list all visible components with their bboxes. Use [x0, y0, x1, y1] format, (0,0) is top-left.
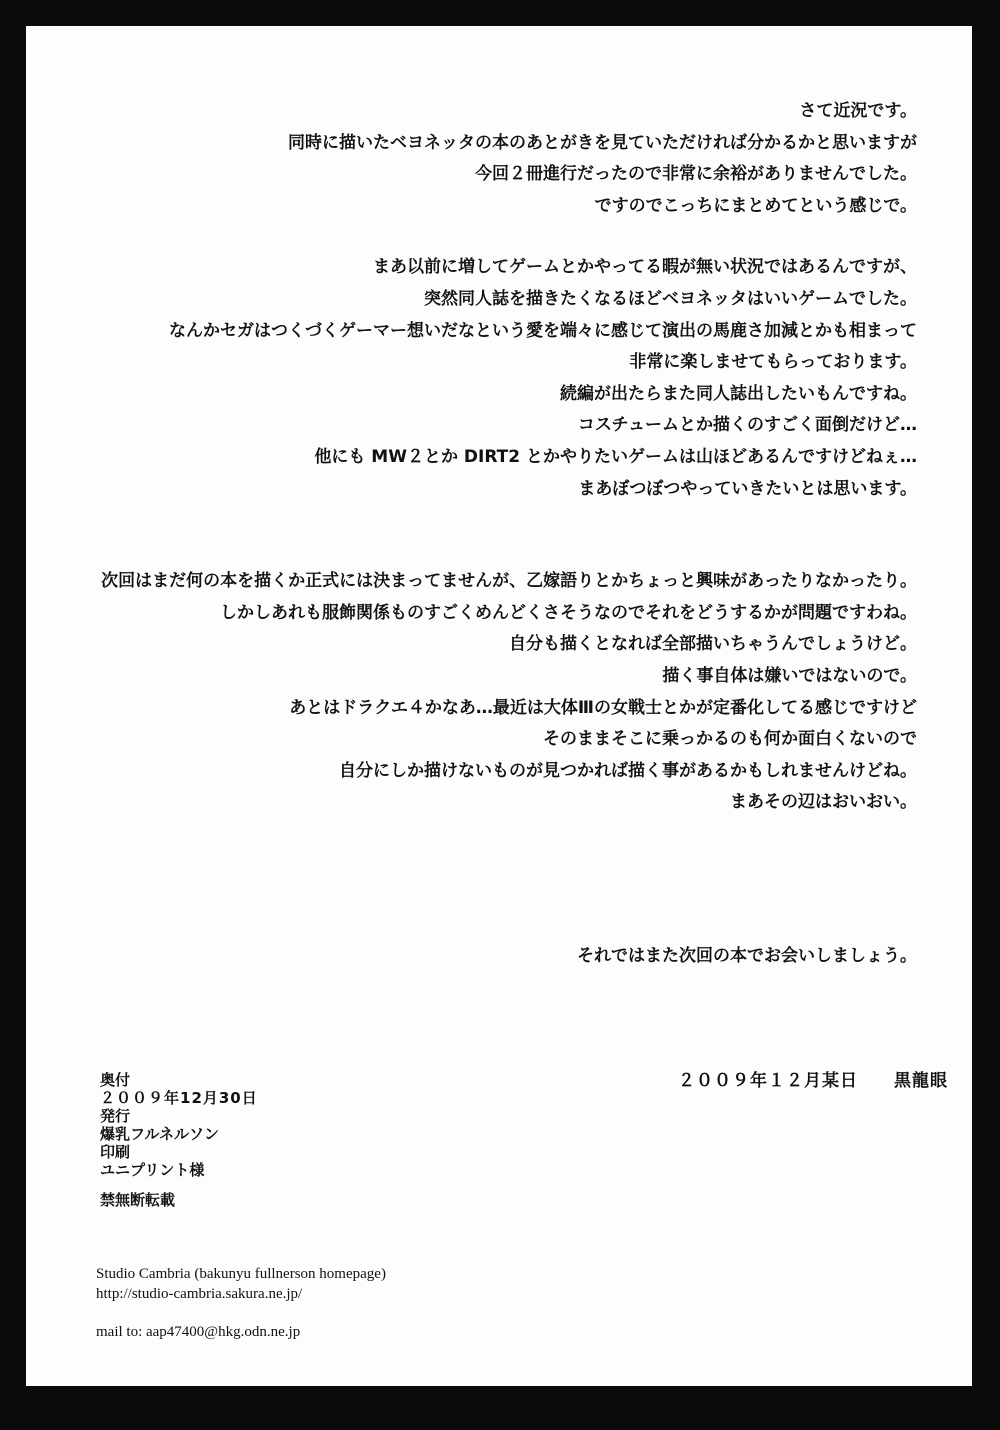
printer-label: 印刷	[100, 1143, 131, 1161]
paragraph-gap	[37, 222, 917, 252]
paragraph-gap	[37, 505, 917, 566]
text-line: 自分も描くとなれば全部描いちゃうんでしょうけど。	[509, 634, 917, 655]
signoff-date: ２００９年１２月某日	[678, 1071, 858, 1091]
signoff	[678, 1066, 948, 1091]
text-line: 自分にしか描けないものが見つかれば描く事があるかもしれませんけどね。	[339, 760, 917, 781]
publisher-name: 爆乳フルネルソン	[100, 1125, 219, 1143]
text-line: あとはドラクエ４かなあ…最近は大体Ⅲの女戦士とかが定番化してる感じですけど	[289, 697, 917, 718]
site-name: Studio Cambria (bakunyu fullnerson homepage)	[96, 1266, 386, 1282]
afterword-text	[37, 96, 917, 972]
document-page	[26, 26, 972, 1386]
text-line: 非常に楽しませてもらっております。	[629, 352, 917, 373]
text-line: そのままそこに乗っかるのも何か面白くないので	[543, 729, 917, 750]
text-line: 他にも MW２とか DIRT2 とかやりたいゲームは山ほどあるんですけどねぇ…	[314, 446, 917, 467]
text-line: コスチュームとか描くのすごく面倒だけど…	[577, 415, 917, 436]
text-line: 今回２冊進行だったので非常に余裕がありませんでした。	[475, 164, 917, 185]
reprint-notice: 禁無断転載	[100, 1191, 176, 1209]
text-line: 同時に描いたベヨネッタの本のあとがきを見ていただければ分かるかと思いますが	[288, 132, 917, 153]
signoff-author: 黒龍眼	[894, 1071, 948, 1091]
text-line: 次回はまだ何の本を描くか正式には決まってませんが、乙嫁語りとかちょっと興味があったりなかったり。	[101, 571, 917, 592]
text-line: まあ以前に増してゲームとかやってる暇が無い状況ではあるんですが、	[373, 257, 917, 278]
colophon-heading: 奥付	[100, 1071, 131, 1089]
colophon-date: ２００９年12月30日	[100, 1089, 258, 1107]
text-line: 描く事自体は嫌いではないので。	[662, 665, 917, 686]
closing-line: それではまた次回の本でお会いしましょう。	[577, 945, 917, 966]
text-line: まあその辺はおいおい。	[730, 792, 917, 813]
colophon	[100, 1071, 258, 1209]
text-line: なんかセガはつくづくゲーマー想いだなという愛を端々に感じて演出の馬鹿さ加減とかも相まって	[169, 320, 917, 341]
text-line: さて近況です。	[799, 101, 917, 121]
mail-address: mail to: aap47400@hkg.odn.ne.jp	[96, 1324, 301, 1340]
site-url: http://studio-cambria.sakura.ne.jp/	[96, 1286, 303, 1302]
printer-name: ユニプリント様	[100, 1161, 205, 1179]
paragraph-gap	[37, 819, 917, 941]
contact-info	[96, 1264, 386, 1342]
publisher-label: 発行	[100, 1107, 131, 1125]
text-line: まあぼつぼつやっていきたいとは思います。	[578, 478, 917, 499]
text-line: しかしあれも服飾関係ものすごくめんどくさそうなのでそれをどうするかが問題ですわね。	[220, 602, 917, 623]
text-line: 続編が出たらまた同人誌出したいもんですね。	[560, 383, 917, 404]
text-line: ですのでこっちにまとめてという感じで。	[594, 195, 917, 216]
text-line: 突然同人誌を描きたくなるほどベヨネッタはいいゲームでした。	[424, 288, 917, 309]
